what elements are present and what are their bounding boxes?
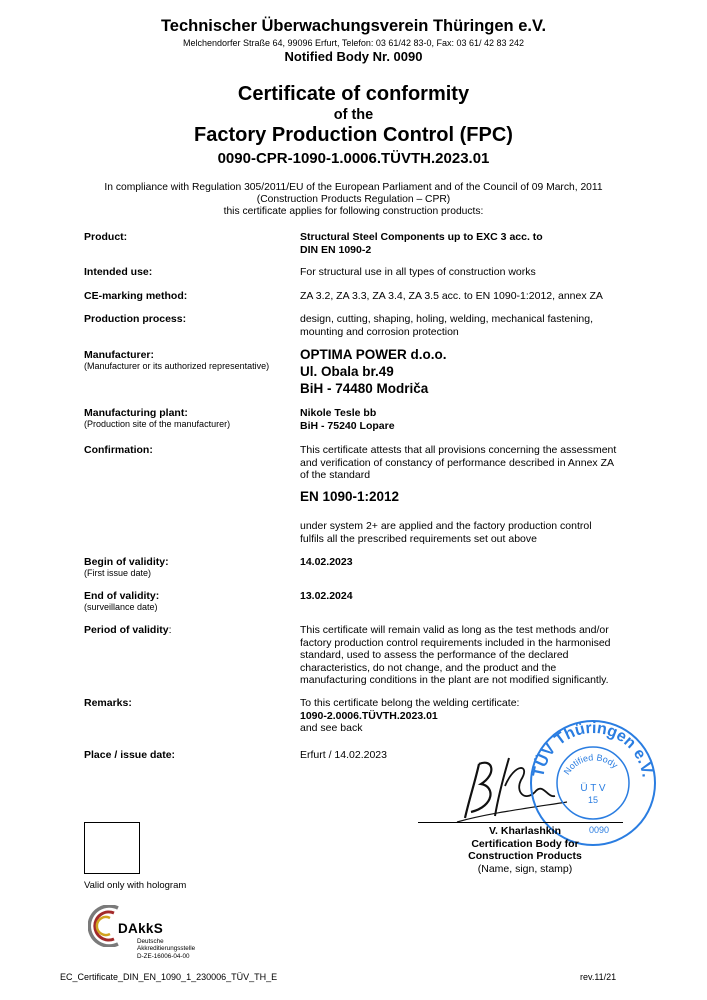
ce-marking-label: CE-marking method: bbox=[84, 290, 188, 302]
end-validity-label: End of validity: (surveillance date) bbox=[84, 590, 160, 612]
intended-use-label: Intended use: bbox=[84, 266, 153, 278]
svg-text:Notified Body bbox=[562, 752, 620, 776]
intended-use-value: For structural use in all types of construction works bbox=[300, 266, 536, 278]
place-date-value: Erfurt / 14.02.2023 bbox=[300, 749, 387, 761]
plant-address: Nikole Tesle bb BiH - 75240 Lopare bbox=[300, 407, 395, 432]
confirmation-label: Confirmation: bbox=[84, 444, 153, 456]
manufacturer-address: OPTIMA POWER d.o.o. Ul. Obala br.49 BiH - 74480 Modriča bbox=[300, 347, 447, 396]
begin-validity-value: 14.02.2023 bbox=[300, 556, 353, 568]
remarks-text: To this certificate belong the welding certificate: 1090-2.0006.TÜVTH.2023.01 and see back bbox=[300, 697, 520, 735]
ce-marking-value: ZA 3.2, ZA 3.3, ZA 3.4, ZA 3.5 acc. to EN 1090-1:2012, annex ZA bbox=[300, 290, 603, 302]
product-label: Product: bbox=[84, 231, 128, 243]
end-validity-sublabel: (surveillance date) bbox=[84, 602, 158, 612]
certificate-title: Certificate of conformity bbox=[237, 83, 470, 105]
begin-validity-sublabel: (First issue date) bbox=[84, 568, 152, 578]
dakks-logo-text: DAkkS bbox=[118, 921, 164, 936]
dakks-caption: Deutsche Akkreditierungsstelle D-ZE-16006-04-00 bbox=[137, 938, 196, 960]
signatory-role-2: Construction Products bbox=[468, 850, 582, 863]
org-address: Melchendorfer Straße 64, 99096 Erfurt, Telefon: 03 61/42 83-0, Fax: 03 61/ 42 83 242 bbox=[182, 38, 525, 48]
manufacturer-sublabel: (Manufacturer or its authorized representative) bbox=[84, 361, 270, 371]
stamp-body-number: 0090 bbox=[588, 825, 610, 835]
production-process-value: design, cutting, shaping, holing, welding, mechanical fastening, mounting and corrosion protection bbox=[300, 313, 594, 338]
notified-body: Notified Body Nr. 0090 bbox=[284, 49, 423, 64]
product-value: Structural Steel Components up to EXC 3 acc. to DIN EN 1090-2 bbox=[300, 231, 543, 256]
org-name: Technischer Überwachungsverein Thüringen e.V. bbox=[160, 17, 547, 35]
signatory-block bbox=[410, 825, 640, 875]
place-date-label: Place / issue date: bbox=[84, 749, 176, 761]
certificate-subject: Factory Production Control (FPC) bbox=[194, 124, 513, 146]
footer-file-name: EC_Certificate_DIN_EN_1090_1_230006_TÜV_TH_E bbox=[60, 972, 278, 982]
confirmation-text-2: under system 2+ are applied and the factory production control fulfils all the prescribed requirements set out above bbox=[300, 520, 592, 545]
end-validity-value: 13.02.2024 bbox=[300, 590, 353, 602]
confirmation-text: This certificate attests that all provisions concerning the assessment and verification of constancy of performance described in Annex ZA of the standard bbox=[300, 444, 617, 482]
footer-revision: rev.11/21 bbox=[580, 972, 617, 982]
intro-line-2: (Construction Products Regulation – CPR) bbox=[256, 194, 451, 205]
signature-line bbox=[418, 822, 623, 823]
begin-validity-label: Begin of validity: (First issue date) bbox=[84, 556, 169, 578]
manufacturer-label: Manufacturer: (Manufacturer or its authorized representative) bbox=[84, 349, 270, 371]
dakks-logo-icon bbox=[88, 905, 122, 947]
certificate-number: 0090-CPR-1090-1.0006.TÜVTH.2023.01 bbox=[217, 150, 490, 167]
signatory-role-1: Certification Body for bbox=[471, 837, 579, 850]
intro-line-1: In compliance with Regulation 305/2011/EU of the European Parliament and of the Council of 09 March, 2011 bbox=[104, 182, 603, 193]
svg-text:TÜV Thüringen e.V. bbox=[530, 720, 655, 779]
period-validity-text: This certificate will remain valid as long as the test methods and/or factory production control requirements included in the harmonised standard, used to assess the performance of the declared characteristics, do not change, and the product and the manufacturing conditions in the plant are not modified significantly. bbox=[300, 624, 611, 687]
hologram-box bbox=[84, 822, 140, 874]
remarks-label: Remarks: bbox=[84, 697, 132, 709]
confirmation-standard: EN 1090-1:2012 bbox=[300, 489, 400, 504]
signatory-name: V. Kharlashkin bbox=[489, 825, 561, 837]
stamp-center-text: Ü T V bbox=[580, 783, 606, 794]
intro-line-3: this certificate applies for following construction products: bbox=[223, 206, 484, 217]
hologram-note: Valid only with hologram bbox=[84, 880, 187, 891]
period-validity-label: Period of validity: bbox=[84, 624, 172, 636]
stamp-ring-text: TÜV Thüringen e.V. bbox=[530, 719, 656, 779]
signatory-hint: (Name, sign, stamp) bbox=[477, 862, 573, 875]
plant-label: Manufacturing plant: (Production site of the manufacturer) bbox=[84, 407, 231, 429]
plant-sublabel: (Production site of the manufacturer) bbox=[84, 419, 231, 429]
production-process-label: Production process: bbox=[84, 313, 187, 325]
stamp-inner-text: Notified Body bbox=[561, 752, 620, 777]
certificate-of-the: of the bbox=[333, 107, 374, 123]
stamp-center-number: 15 bbox=[587, 795, 599, 805]
